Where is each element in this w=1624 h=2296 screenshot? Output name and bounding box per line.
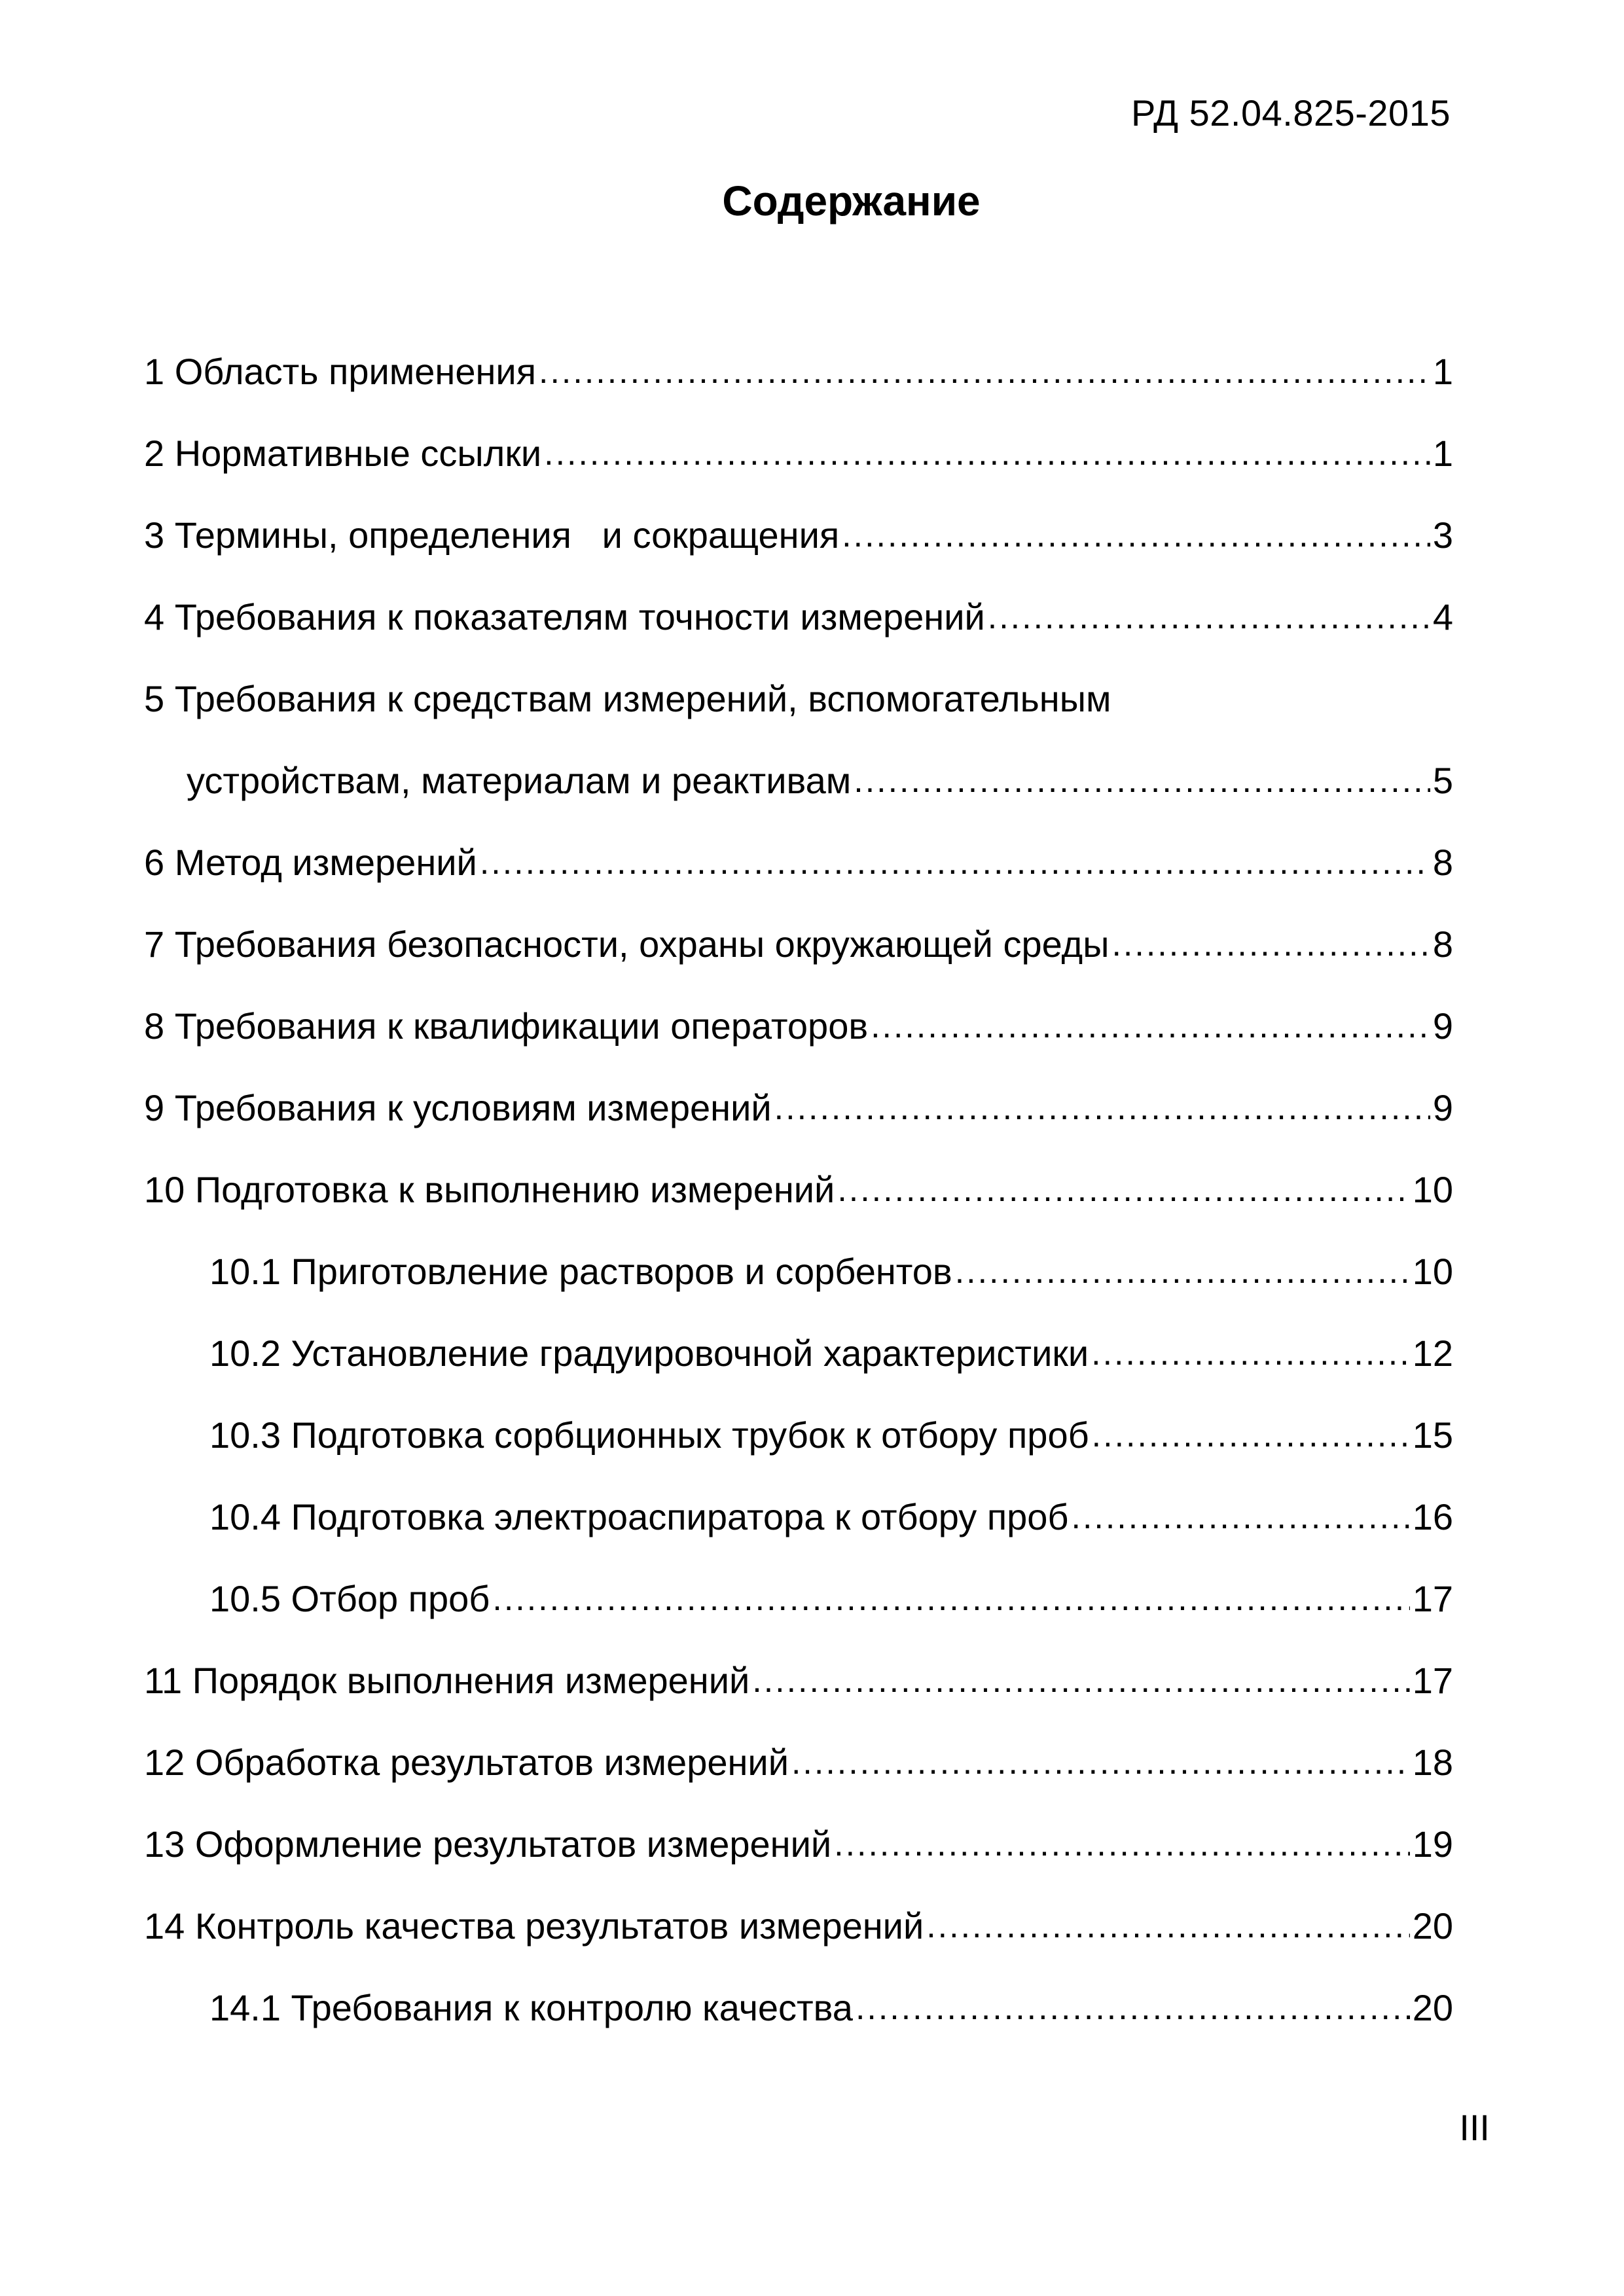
toc-entry-label: 10.3 Подготовка сорбционных трубок к отбору проб bbox=[209, 1414, 1089, 1456]
toc-leader-dots bbox=[1072, 1499, 1410, 1535]
toc-entry[interactable] bbox=[144, 985, 1453, 1067]
toc-leader-dots bbox=[871, 1008, 1430, 1045]
toc-entry-label: 9 Требования к условиям измерений bbox=[144, 1086, 772, 1128]
toc-leader-dots bbox=[854, 762, 1430, 799]
table-of-contents bbox=[144, 331, 1453, 2049]
toc-entry-page: 10 bbox=[1412, 1168, 1453, 1210]
toc-entry-page: 15 bbox=[1412, 1414, 1453, 1456]
toc-entry-page: 5 bbox=[1432, 759, 1453, 801]
toc-entry-label: 4 Требования к показателям точности измерений bbox=[144, 596, 985, 637]
toc-subentry[interactable] bbox=[144, 1967, 1453, 2049]
toc-entry[interactable] bbox=[144, 1885, 1453, 1967]
toc-entry-label: 10.4 Подготовка электроаспиратора к отбору проб bbox=[209, 1496, 1069, 1537]
toc-entry[interactable] bbox=[144, 821, 1453, 903]
toc-entry[interactable] bbox=[144, 1803, 1453, 1885]
toc-leader-dots bbox=[988, 599, 1430, 636]
toc-leader-dots bbox=[1092, 1417, 1410, 1454]
toc-leader-dots bbox=[774, 1090, 1430, 1126]
toc-entry[interactable] bbox=[144, 903, 1453, 985]
toc-entry-label: 10.5 Отбор проб bbox=[209, 1577, 490, 1619]
toc-entry-label: 2 Нормативные ссылки bbox=[144, 432, 542, 474]
toc-entry-page: 17 bbox=[1412, 1577, 1453, 1619]
toc-leader-dots bbox=[926, 1908, 1409, 1945]
toc-entry-page: 9 bbox=[1432, 1086, 1453, 1128]
toc-entry[interactable] bbox=[144, 1149, 1453, 1230]
toc-leader-dots bbox=[837, 1172, 1409, 1208]
toc-leader-dots bbox=[834, 1826, 1410, 1863]
document-code: РД 52.04.825-2015 bbox=[1131, 92, 1451, 134]
toc-entry[interactable] bbox=[144, 576, 1453, 658]
toc-entry[interactable] bbox=[144, 412, 1453, 494]
toc-entry[interactable] bbox=[144, 1067, 1453, 1149]
toc-subentry[interactable] bbox=[144, 1230, 1453, 1312]
toc-entry-label: 3 Термины, определения и сокращения bbox=[144, 514, 840, 556]
toc-leader-dots bbox=[1091, 1335, 1410, 1372]
toc-entry-page: 1 bbox=[1432, 350, 1453, 392]
toc-entry-label: 14.1 Требования к контролю качества bbox=[209, 1986, 853, 2028]
toc-leader-dots bbox=[791, 1744, 1410, 1781]
toc-entry-page: 20 bbox=[1412, 1905, 1453, 1946]
toc-subentry[interactable] bbox=[144, 1394, 1453, 1476]
toc-entry-page: 3 bbox=[1432, 514, 1453, 556]
toc-entry-label: 8 Требования к квалификации операторов bbox=[144, 1005, 869, 1047]
toc-entry-page: 9 bbox=[1432, 1005, 1453, 1047]
toc-entry-page: 20 bbox=[1412, 1986, 1453, 2028]
toc-entry-page: 1 bbox=[1432, 432, 1453, 474]
toc-entry-label: 10.1 Приготовление растворов и сорбентов bbox=[209, 1250, 952, 1292]
toc-entry-label: 12 Обработка результатов измерений bbox=[144, 1741, 789, 1783]
toc-entry-label: 6 Метод измерений bbox=[144, 841, 477, 883]
page-number: III bbox=[1459, 2107, 1490, 2148]
toc-entry[interactable] bbox=[144, 494, 1453, 576]
toc-leader-dots bbox=[1111, 926, 1430, 963]
toc-leader-dots bbox=[480, 844, 1430, 881]
toc-entry-continuation[interactable] bbox=[144, 740, 1453, 821]
toc-entry-label: 7 Требования безопасности, охраны окружающей среды bbox=[144, 923, 1110, 965]
toc-leader-dots bbox=[752, 1662, 1409, 1699]
toc-entry-label: 1 Область применения bbox=[144, 350, 537, 392]
toc-leader-dots bbox=[842, 517, 1430, 554]
toc-entry-page: 18 bbox=[1412, 1741, 1453, 1783]
toc-entry-label: 14 Контроль качества результатов измерений bbox=[144, 1905, 924, 1946]
toc-entry-page: 17 bbox=[1412, 1659, 1453, 1701]
toc-subentry[interactable] bbox=[144, 1558, 1453, 1640]
toc-entry-page: 12 bbox=[1412, 1332, 1453, 1374]
toc-leader-dots bbox=[856, 1990, 1410, 2026]
toc-leader-dots bbox=[539, 353, 1430, 390]
toc-entry[interactable] bbox=[144, 658, 1453, 740]
toc-entry[interactable] bbox=[144, 331, 1453, 412]
toc-leader-dots bbox=[544, 435, 1430, 472]
toc-entry-page: 8 bbox=[1432, 841, 1453, 883]
toc-subentry[interactable] bbox=[144, 1476, 1453, 1558]
toc-entry-label: 5 Требования к средствам измерений, вспомогательным bbox=[144, 677, 1111, 719]
page-title: Содержание bbox=[722, 177, 981, 224]
toc-entry-page: 16 bbox=[1412, 1496, 1453, 1537]
toc-subentry[interactable] bbox=[144, 1312, 1453, 1394]
toc-leader-dots bbox=[492, 1581, 1409, 1617]
toc-leader-dots bbox=[955, 1253, 1410, 1290]
toc-entry-page: 4 bbox=[1432, 596, 1453, 637]
toc-entry-page: 10 bbox=[1412, 1250, 1453, 1292]
toc-entry-label: 10.2 Установление градуировочной характеристики bbox=[209, 1332, 1089, 1374]
toc-entry[interactable] bbox=[144, 1640, 1453, 1721]
toc-entry-label: 10 Подготовка к выполнению измерений bbox=[144, 1168, 835, 1210]
toc-entry-label: 13 Оформление результатов измерений bbox=[144, 1823, 832, 1865]
toc-entry-page: 19 bbox=[1412, 1823, 1453, 1865]
toc-entry-page: 8 bbox=[1432, 923, 1453, 965]
toc-entry[interactable] bbox=[144, 1721, 1453, 1803]
toc-entry-label: устройствам, материалам и реактивам bbox=[187, 759, 852, 801]
toc-entry-label: 11 Порядок выполнения измерений bbox=[144, 1659, 750, 1701]
